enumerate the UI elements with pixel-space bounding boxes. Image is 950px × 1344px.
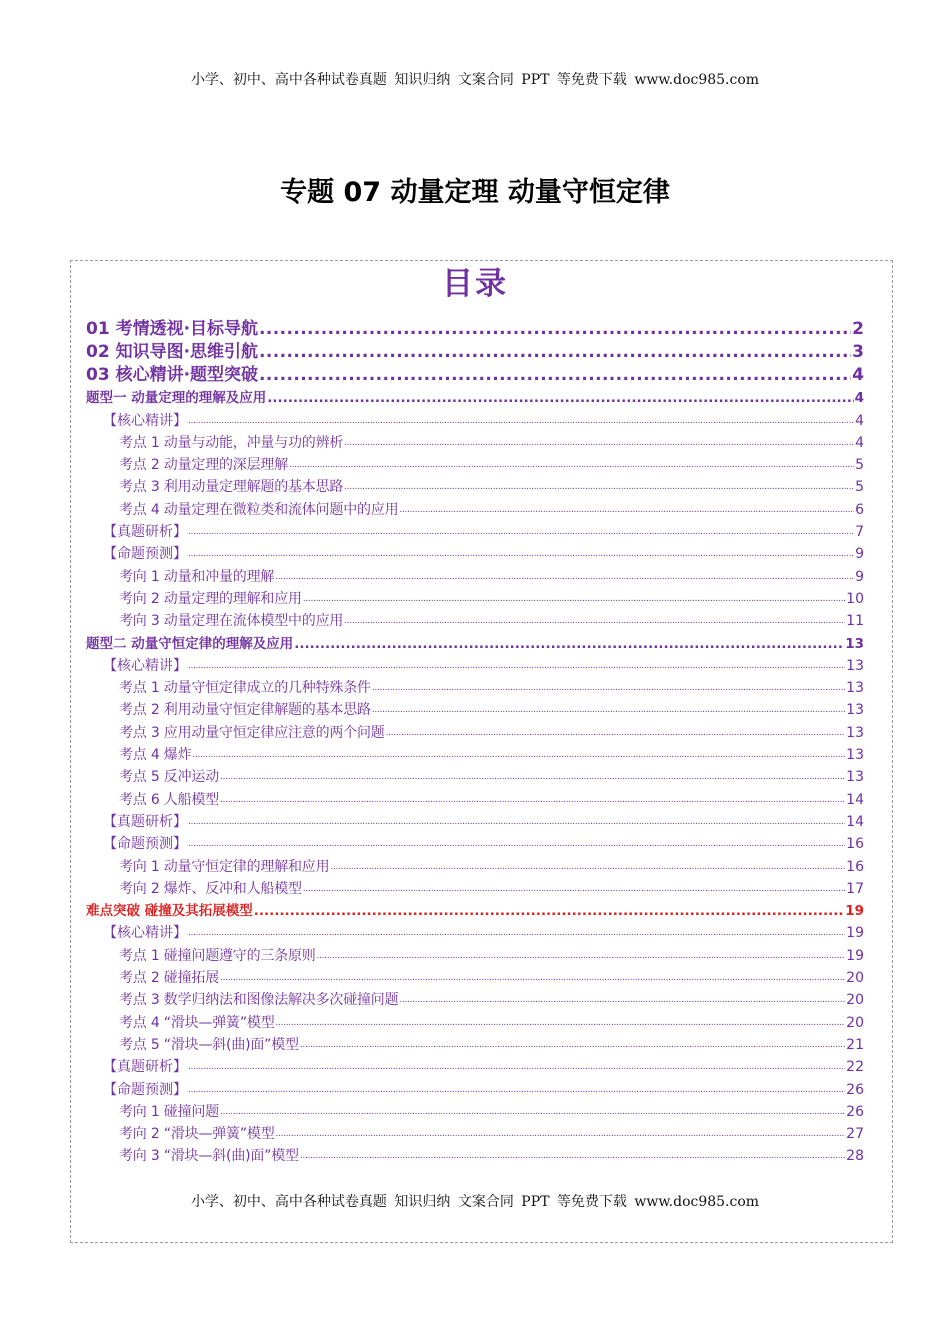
toc-entry-title: 考点 5 反冲运动 (119, 769, 220, 786)
toc-entry[interactable] (86, 1101, 864, 1123)
toc-entry-page: 16 (846, 858, 864, 875)
toc-dot-leader (275, 566, 854, 588)
toc-entry-page: 20 (846, 970, 864, 987)
toc-entry[interactable] (86, 1011, 864, 1033)
toc-entry[interactable] (86, 498, 864, 520)
toc-entry-title: 题型一 动量定理的理解及应用 (86, 390, 267, 407)
toc-dot-leader (188, 521, 854, 543)
toc-entry-page: 22 (846, 1059, 864, 1076)
toc-entry-page: 14 (846, 791, 864, 808)
toc-entry-page: 13 (846, 747, 864, 764)
toc-entry[interactable] (86, 944, 864, 966)
toc-entry-page: 4 (855, 434, 864, 451)
toc-dot-leader (220, 766, 845, 788)
toc-entry[interactable] (86, 364, 864, 387)
toc-entry[interactable] (86, 855, 864, 877)
toc-entry-title: 考向 1 碰撞问题 (119, 1103, 220, 1120)
toc-entry-page: 4 (854, 390, 864, 407)
toc-entry-page: 19 (846, 925, 864, 942)
toc-entry[interactable] (86, 409, 864, 431)
toc-entry[interactable] (86, 521, 864, 543)
toc-dot-leader (188, 811, 845, 833)
toc-entry-page: 16 (846, 836, 864, 853)
toc-entry-title: 考点 3 应用动量守恒定律应注意的两个问题 (119, 724, 385, 741)
toc-entry-title: 考点 1 动量守恒定律成立的几种特殊条件 (119, 680, 371, 697)
toc-dot-leader (188, 922, 845, 944)
toc-entry-page: 10 (846, 590, 864, 607)
toc-entry-page: 13 (845, 635, 864, 652)
toc-entry-title: 考点 3 数学归纳法和图像法解决多次碰撞问题 (119, 992, 399, 1009)
toc-entry[interactable] (86, 318, 864, 341)
toc-dot-leader (399, 989, 845, 1011)
document-title: 专题 07 动量定理 动量守恒定律 (280, 177, 670, 208)
toc-entry-title: 【命题预测】 (103, 1081, 187, 1098)
toc-entry-page: 14 (846, 813, 864, 830)
toc-entry-title: 【核心精讲】 (103, 412, 187, 429)
toc-entry[interactable] (86, 1078, 864, 1100)
toc-dot-leader (188, 1079, 845, 1101)
toc-entry-title: 考点 4 动量定理在微粒类和流体问题中的应用 (119, 501, 399, 518)
toc-dot-leader (254, 900, 845, 922)
toc-entry-title: 考点 4 爆炸 (119, 747, 192, 764)
toc-dot-leader (372, 699, 845, 721)
toc-entry[interactable] (86, 833, 864, 855)
toc-entry-title: 考向 2 “滑块—弹簧”模型 (119, 1126, 275, 1143)
toc-entry[interactable] (86, 922, 864, 944)
toc-dot-leader (276, 1012, 846, 1034)
toc-dot-leader (344, 432, 854, 454)
toc-entry-page: 28 (846, 1148, 864, 1165)
toc-entry-title: 考向 2 动量定理的理解和应用 (119, 590, 302, 607)
toc-entry-title: 【核心精讲】 (103, 925, 187, 942)
toc-entry[interactable] (86, 588, 864, 610)
toc-dot-leader (192, 744, 845, 766)
toc-dot-leader (259, 341, 851, 364)
toc-entry-page: 27 (846, 1126, 864, 1143)
toc-entry-title: 考点 2 利用动量守恒定律解题的基本思路 (119, 702, 371, 719)
toc-entry[interactable] (86, 454, 864, 476)
toc-entry-page: 13 (846, 680, 864, 697)
toc-dot-leader (220, 789, 845, 811)
toc-dot-leader (303, 878, 845, 900)
toc-entry-page: 7 (855, 524, 864, 541)
toc-entry-page: 3 (852, 342, 864, 362)
toc-dot-leader (267, 387, 853, 409)
toc-dot-leader (220, 967, 845, 989)
toc-entry-title: 难点突破 碰撞及其拓展模型 (86, 903, 253, 920)
toc-entry-page: 20 (846, 1014, 864, 1031)
page-header: 小学、初中、高中各种试卷真题 知识归纳 文案合同 PPT 等免费下载 www.doc985.com (190, 72, 760, 88)
toc-entry-page: 6 (855, 501, 864, 518)
toc-entry[interactable] (86, 341, 864, 364)
toc-entry-page: 13 (846, 724, 864, 741)
toc-entry-title: 01 考情透视·目标导航 (86, 319, 259, 339)
toc-entry-page: 26 (846, 1081, 864, 1098)
toc-dot-leader (259, 318, 851, 341)
toc-entry-title: 【核心精讲】 (103, 657, 187, 674)
toc-entry-page: 13 (846, 702, 864, 719)
toc-entry[interactable] (86, 699, 864, 721)
toc-entry[interactable] (86, 632, 864, 654)
toc-entry[interactable] (86, 1056, 864, 1078)
toc-entry[interactable] (86, 1145, 864, 1167)
toc-entry-title: 题型二 动量守恒定律的理解及应用 (86, 635, 294, 652)
toc-entry[interactable] (86, 766, 864, 788)
toc-entry[interactable] (86, 677, 864, 699)
toc-entry-title: 02 知识导图·思维引航 (86, 342, 259, 362)
toc-entry[interactable] (86, 610, 864, 632)
toc-entry-page: 11 (846, 613, 864, 630)
toc-entry[interactable] (86, 432, 864, 454)
toc-dot-leader (188, 410, 854, 432)
toc-dot-leader (300, 1034, 845, 1056)
page-footer: 小学、初中、高中各种试卷真题 知识归纳 文案合同 PPT 等免费下载 www.doc985.com (190, 1194, 760, 1210)
toc-entry-page: 20 (846, 992, 864, 1009)
toc-entry-title: 考点 6 人船模型 (119, 791, 220, 808)
toc-entry-title: 考点 1 动量与动能，冲量与功的辨析 (119, 434, 344, 451)
toc-entry[interactable] (86, 788, 864, 810)
toc-entry-title: 考点 2 动量定理的深层理解 (119, 457, 289, 474)
toc-dot-leader (386, 722, 846, 744)
toc-entry-title: 【真题研析】 (103, 524, 187, 541)
toc-dot-leader (188, 543, 854, 565)
toc-entry[interactable] (86, 387, 864, 409)
toc-entry-title: 考向 3 “滑块—斜(曲)面”模型 (119, 1148, 299, 1165)
toc-entry-title: 【命题预测】 (103, 546, 187, 563)
toc-entry-title: 考点 2 碰撞拓展 (119, 970, 220, 987)
toc-dot-leader (220, 1101, 845, 1123)
toc-entry-title: 考向 3 动量定理在流体模型中的应用 (119, 613, 344, 630)
toc-dot-leader (372, 677, 845, 699)
toc-entry-title: 考向 1 动量和冲量的理解 (119, 568, 275, 585)
toc-entry[interactable] (86, 811, 864, 833)
toc-entry[interactable] (86, 967, 864, 989)
toc-entry-page: 13 (846, 657, 864, 674)
toc-heading: 目录 (442, 266, 508, 302)
toc-entry-title: 考点 5 “滑块—斜(曲)面”模型 (119, 1036, 299, 1053)
toc-dot-leader (344, 476, 854, 498)
toc-entry-page: 2 (852, 319, 864, 339)
toc-entry[interactable] (86, 543, 864, 565)
toc-entry[interactable] (86, 565, 864, 587)
toc-dot-leader (188, 1056, 845, 1078)
toc-dot-leader (344, 610, 845, 632)
toc-dot-leader (188, 655, 845, 677)
toc-entry-title: 考向 1 动量守恒定律的理解和应用 (119, 858, 330, 875)
toc-entry-title: 【真题研析】 (103, 813, 187, 830)
toc-entry[interactable] (86, 1123, 864, 1145)
toc-entry-page: 5 (855, 479, 864, 496)
toc-entry-page: 19 (846, 947, 864, 964)
toc-entry[interactable] (86, 1034, 864, 1056)
toc-dot-leader (294, 633, 844, 655)
toc-entry[interactable] (86, 655, 864, 677)
toc-entry-title: 03 核心精讲·题型突破 (86, 365, 259, 385)
toc-list (86, 318, 864, 1167)
toc-dot-leader (303, 588, 845, 610)
toc-entry[interactable] (86, 476, 864, 498)
toc-entry-title: 【命题预测】 (103, 836, 187, 853)
toc-entry-page: 13 (846, 769, 864, 786)
toc-entry-page: 21 (846, 1036, 864, 1053)
toc-entry-title: 【真题研析】 (103, 1059, 187, 1076)
toc-dot-leader (399, 499, 854, 521)
toc-dot-leader (300, 1145, 845, 1167)
toc-entry[interactable] (86, 878, 864, 900)
toc-dot-leader (276, 1123, 846, 1145)
toc-entry-title: 考点 4 “滑块—弹簧”模型 (119, 1014, 275, 1031)
toc-entry-page: 4 (855, 412, 864, 429)
toc-entry[interactable] (86, 721, 864, 743)
toc-entry[interactable] (86, 989, 864, 1011)
toc-entry-page: 17 (846, 880, 864, 897)
toc-entry-page: 4 (852, 365, 864, 385)
toc-dot-leader (317, 945, 846, 967)
toc-entry-title: 考点 1 碰撞问题遵守的三条原则 (119, 947, 316, 964)
toc-entry-page: 26 (846, 1103, 864, 1120)
toc-entry-title: 考点 3 利用动量定理解题的基本思路 (119, 479, 344, 496)
toc-entry-page: 19 (845, 903, 864, 920)
toc-dot-leader (289, 454, 854, 476)
toc-entry-page: 9 (855, 568, 864, 585)
toc-entry[interactable] (86, 744, 864, 766)
toc-entry-page: 5 (855, 457, 864, 474)
toc-entry-title: 考向 2 爆炸、反冲和人船模型 (119, 880, 302, 897)
toc-dot-leader (188, 833, 845, 855)
toc-entry[interactable] (86, 900, 864, 922)
toc-entry-page: 9 (855, 546, 864, 563)
toc-dot-leader (259, 364, 851, 387)
toc-dot-leader (330, 856, 845, 878)
